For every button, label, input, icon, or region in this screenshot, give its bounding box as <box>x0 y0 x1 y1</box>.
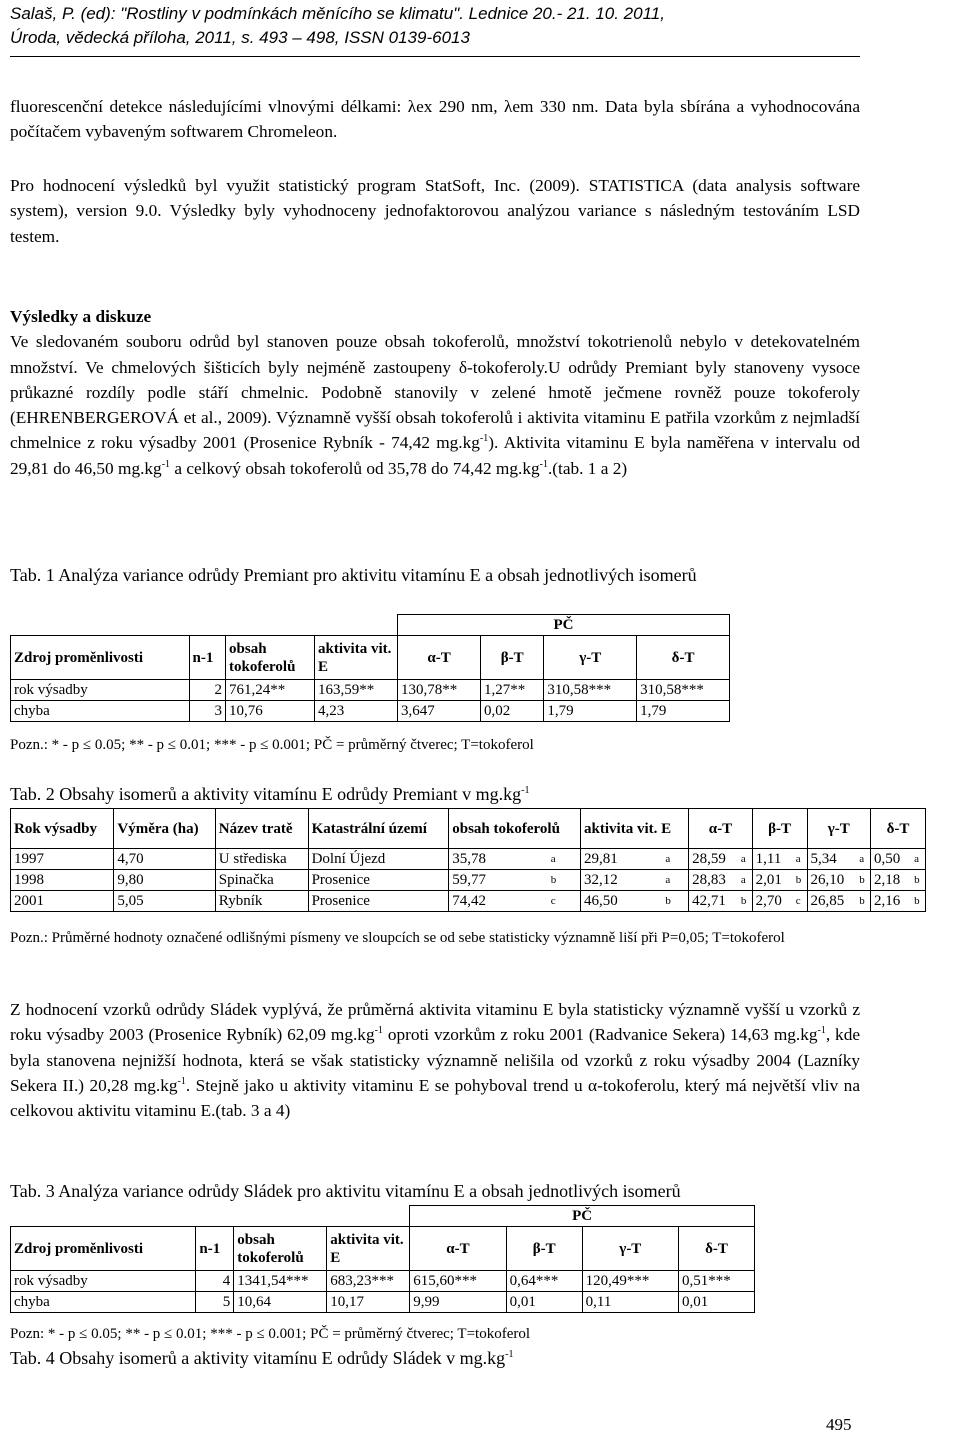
table-cell: 1,79 <box>637 701 730 722</box>
table-2-caption-text: Tab. 2 Obsahy isomerů a aktivity vitamínu E odrůdy Premiant v mg.kg <box>10 784 522 804</box>
table-cell: 0,01 <box>506 1292 582 1313</box>
significance-letter: c <box>790 891 807 912</box>
table-header-nazev: Název tratě <box>215 809 308 849</box>
table-cell: chyba <box>11 1292 196 1313</box>
unit-exponent: -1 <box>817 1025 826 1037</box>
table-row <box>11 891 926 912</box>
significance-letter: b <box>908 891 925 912</box>
paragraph-text-1: Z hodnocení vzorků odrůdy Sládek vyplývá, že průměrná aktivita vitaminu E byla statisticky významně vyšší u vzorků z roku výsadby 2003 (Prosenice Rybník) 62,09 mg.kg <box>10 1000 860 1045</box>
header-line-2: Úroda, vědecká příloha, 2011, s. 493 – 498, ISSN 0139-6013 <box>10 28 470 47</box>
table-3 <box>10 1205 755 1313</box>
table-4-caption <box>10 1346 860 1370</box>
table-cell: 0,01 <box>679 1292 755 1313</box>
significance-letter: a <box>659 849 688 870</box>
table-header-n1: n-1 <box>189 636 226 680</box>
paragraph-text-4: . Stejně jako u aktivity vitaminu E se pohyboval trend u α-tokoferolu, který má největší vliv na celkovou aktivitu vitaminu E.(tab. 3 a 4) <box>10 1075 860 1121</box>
table-4-caption-text: Tab. 4 Obsahy isomerů a aktivity vitamínu E odrůdy Sládek v mg.kg <box>10 1348 506 1368</box>
table-header-delta: δ-T <box>637 636 730 680</box>
significance-letter: a <box>790 849 807 870</box>
table-cell: 4,23 <box>315 701 398 722</box>
table-cell: 2001 <box>11 891 114 912</box>
table-3-note: Pozn: * - p ≤ 0.05; ** - p ≤ 0.01; *** - p ≤ 0.001; PČ = průměrný čtverec; T=tokoferol <box>10 1326 531 1342</box>
table-cell: 3 <box>189 701 226 722</box>
table-header-aktivita: aktivita vit. E <box>327 1227 410 1271</box>
table-header-gamma: γ-T <box>544 636 637 680</box>
paragraph-methods-detection: fluorescenční detekce následujícími vlnovými délkami: λex 290 nm, λem 330 nm. Data byla sbírána a vyhodnocována počítačem vybaveným softwarem Chromeleon. <box>10 97 860 142</box>
table-row <box>11 680 730 701</box>
table-cell: 3,647 <box>398 701 481 722</box>
table-cell: 130,78** <box>398 680 481 701</box>
table-cell: Rybník <box>215 891 308 912</box>
table-cell: 9,80 <box>114 870 215 891</box>
table-cell: 683,23*** <box>327 1271 410 1292</box>
table-cell: chyba <box>11 701 190 722</box>
unit-exponent: -1 <box>479 433 489 445</box>
table-cell: 120,49*** <box>582 1271 678 1292</box>
unit-exponent: -1 <box>539 459 548 471</box>
table-2-note: Pozn.: Průměrné hodnoty označené odlišnými písmeny ve sloupcích se od sebe statisticky významně liší při P=0,05; T=tokoferol <box>10 930 785 946</box>
table-cell: 310,58*** <box>544 680 637 701</box>
significance-letter: b <box>545 870 581 891</box>
table-header-aktivita: aktivita vit. E <box>581 809 689 849</box>
significance-letter: a <box>908 849 925 870</box>
table-cell: 1,27** <box>481 680 544 701</box>
significance-letter: a <box>735 849 752 870</box>
significance-letter: c <box>545 891 581 912</box>
table-cell: 26,10 <box>807 870 853 891</box>
significance-letter: a <box>659 870 688 891</box>
table-header-alpha: α-T <box>410 1227 506 1271</box>
table-cell: 2,70 <box>752 891 790 912</box>
table-cell: 0,51*** <box>679 1271 755 1292</box>
table-cell: 46,50 <box>581 891 660 912</box>
table-cell: Prosenice <box>308 870 449 891</box>
table-cell: 761,24** <box>226 680 315 701</box>
paragraph-text-3: , kde byla stanovena nejnižší hodnota, která se však statisticky významně nelišila od vzorků z roku výsadby 2004 (Lazníky Sekera II.) 20,28 mg.kg <box>10 1025 861 1095</box>
table-header-delta: δ-T <box>679 1227 755 1271</box>
table-cell: 310,58*** <box>637 680 730 701</box>
table-header-beta: β-T <box>481 636 544 680</box>
table-cell: 10,17 <box>327 1292 410 1313</box>
table-header-source: Zdroj proměnlivosti <box>11 1227 196 1271</box>
table-row <box>11 870 926 891</box>
table-cell: Prosenice <box>308 891 449 912</box>
significance-letter: a <box>735 870 752 891</box>
paragraph-text-2: oproti vzorkům z roku 2001 (Radvanice Sekera) 14,63 mg.kg <box>382 1025 818 1045</box>
table-cell: 0,11 <box>582 1292 678 1313</box>
table-cell: 0,50 <box>871 849 909 870</box>
table-cell: 9,99 <box>410 1292 506 1313</box>
paragraph-sladek <box>10 997 860 1123</box>
unit-exponent: -1 <box>521 785 530 796</box>
results-text-2: ). Aktivita vitaminu E byla naměřena v intervalu od 29,81 do 46,50 mg.kg <box>10 433 860 478</box>
results-text-3: a celkový obsah tokoferolů od 35,78 do 74,42 mg.kg <box>170 458 540 478</box>
table-cell: 29,81 <box>581 849 660 870</box>
significance-letter: b <box>735 891 752 912</box>
table-cell: 615,60*** <box>410 1271 506 1292</box>
unit-exponent: -1 <box>505 1349 514 1360</box>
table-header-rok: Rok výsadby <box>11 809 114 849</box>
significance-letter: b <box>853 870 870 891</box>
table-header-obsah: obsah tokoferolů <box>226 636 315 680</box>
table-header-alpha: α-T <box>689 809 752 849</box>
table-cell: 35,78 <box>449 849 545 870</box>
significance-letter: a <box>853 849 870 870</box>
table-cell: 59,77 <box>449 870 545 891</box>
significance-letter: a <box>545 849 581 870</box>
table-cell: 5 <box>196 1292 234 1313</box>
table-cell: 5,05 <box>114 891 215 912</box>
table-2 <box>10 808 926 912</box>
table-cell: 1341,54*** <box>234 1271 327 1292</box>
table-cell: rok výsadby <box>11 1271 196 1292</box>
table-row <box>11 701 730 722</box>
table-header-source: Zdroj proměnlivosti <box>11 636 190 680</box>
header-line-1: Salaš, P. (ed): "Rostliny v podmínkách měnícího se klimatu". Lednice 20.- 21. 10. 2011, <box>10 4 665 23</box>
table-header-pc: PČ <box>398 615 730 636</box>
table-header-gamma: γ-T <box>807 809 870 849</box>
table-row <box>11 1271 755 1292</box>
table-header-aktivita: aktivita vit. E <box>315 636 398 680</box>
table-cell: 2 <box>189 680 226 701</box>
significance-letter: b <box>853 891 870 912</box>
table-header-obsah: obsah tokoferolů <box>449 809 581 849</box>
table-cell: 2,16 <box>871 891 909 912</box>
table-cell: 28,83 <box>689 870 735 891</box>
table-cell: 1997 <box>11 849 114 870</box>
results-section <box>10 304 860 481</box>
table-cell: 42,71 <box>689 891 735 912</box>
table-cell: 0,64*** <box>506 1271 582 1292</box>
table-3-caption: Tab. 3 Analýza variance odrůdy Sládek pro aktivitu vitamínu E a obsah jednotlivých isomerů <box>10 1181 681 1201</box>
table-cell: 0,02 <box>481 701 544 722</box>
significance-letter: b <box>790 870 807 891</box>
significance-letter: b <box>659 891 688 912</box>
table-cell: 4 <box>196 1271 234 1292</box>
table-cell: 1998 <box>11 870 114 891</box>
table-header-beta: β-T <box>752 809 807 849</box>
table-cell: 26,85 <box>807 891 853 912</box>
table-header-alpha: α-T <box>398 636 481 680</box>
results-heading: Výsledky a diskuze <box>10 307 152 326</box>
table-1-caption: Tab. 1 Analýza variance odrůdy Premiant pro aktivitu vitamínu E a obsah jednotlivých isomerů <box>10 565 697 585</box>
page-number: 495 <box>826 1415 852 1434</box>
table-cell: 74,42 <box>449 891 545 912</box>
table-1 <box>10 614 730 722</box>
table-cell: 163,59** <box>315 680 398 701</box>
table-cell: 4,70 <box>114 849 215 870</box>
table-cell: 28,59 <box>689 849 735 870</box>
running-header <box>10 2 860 57</box>
table-header-n1: n-1 <box>196 1227 234 1271</box>
unit-exponent: -1 <box>374 1025 383 1037</box>
table-cell: 32,12 <box>581 870 660 891</box>
table-cell: 1,11 <box>752 849 790 870</box>
table-cell: 10,64 <box>234 1292 327 1313</box>
table-row <box>11 849 926 870</box>
table-1-note: Pozn.: * - p ≤ 0.05; ** - p ≤ 0.01; *** - p ≤ 0.001; PČ = průměrný čtverec; T=tokoferol <box>10 737 534 753</box>
table-header-delta: δ-T <box>871 809 926 849</box>
table-cell: rok výsadby <box>11 680 190 701</box>
table-cell: Spinačka <box>215 870 308 891</box>
table-cell: 2,18 <box>871 870 909 891</box>
table-header-gamma: γ-T <box>582 1227 678 1271</box>
table-header-obsah: obsah tokoferolů <box>234 1227 327 1271</box>
results-text-4: .(tab. 1 a 2) <box>547 458 628 478</box>
table-2-caption <box>10 782 860 806</box>
table-header-vymera: Výměra (ha) <box>114 809 215 849</box>
table-header-pc: PČ <box>410 1206 755 1227</box>
table-cell: 1,79 <box>544 701 637 722</box>
significance-letter: b <box>908 870 925 891</box>
table-cell: 10,76 <box>226 701 315 722</box>
table-cell: Dolní Újezd <box>308 849 449 870</box>
table-header-beta: β-T <box>506 1227 582 1271</box>
table-cell: 2,01 <box>752 870 790 891</box>
unit-exponent: -1 <box>161 459 171 471</box>
table-header-katastr: Katastrální území <box>308 809 449 849</box>
unit-exponent: -1 <box>177 1076 186 1088</box>
paragraph-methods-statistics: Pro hodnocení výsledků byl využit statistický program StatSoft, Inc. (2009). STATISTICA (data analysis software system), version 9.0. Výsledky byly vyhodnoceny jednofaktorovou analýzou variance s následným testováním LSD testem. <box>10 176 860 246</box>
table-cell: U střediska <box>215 849 308 870</box>
table-row <box>11 1292 755 1313</box>
table-cell: 5,34 <box>807 849 853 870</box>
results-text-1: Ve sledovaném souboru odrůd byl stanoven pouze obsah tokoferolů, množství tokotrienolů nebylo v detekovatelném množství. Ve chmelových šišticích byly nejméně zastoupeny δ-tokoferoly.U odrůdy Premiant byly stanoveny vysoce průkazné rozdíly podle stáří chmelnic. Podobně stanovily v zelené hmotě ječmene rovněž pouze tokoferoly (EHRENBERGEROVÁ et al., 2009). Významně vyšší obsah tokoferolů i aktivita vitaminu E patřila vzorkům z nejmladší chmelnice z roku výsadby 2001 (Prosenice Rybník - 74,42 mg.kg <box>10 332 860 453</box>
